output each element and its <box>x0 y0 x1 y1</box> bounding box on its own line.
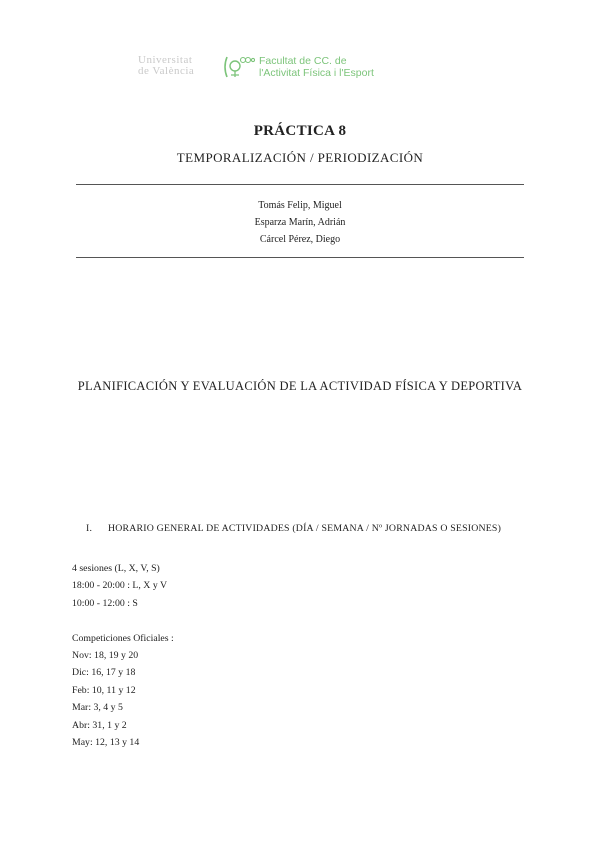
divider-top <box>76 184 524 185</box>
author-name: Cárcel Pérez, Diego <box>259 234 341 245</box>
schedule-body <box>72 560 174 751</box>
divider-bottom <box>76 257 524 258</box>
competition-line: Feb: 10, 11 y 12 <box>72 684 136 696</box>
faculty-logo-icon <box>221 53 255 81</box>
course-name: PLANIFICACIÓN Y EVALUACIÓN DE LA ACTIVIDAD FÍSICA Y DEPORTIVA <box>77 379 523 393</box>
competition-line: Nov: 18, 19 y 20 <box>72 649 139 661</box>
author-name: Esparza Marín, Adrián <box>254 217 346 228</box>
competition-line: Mar: 3, 4 y 5 <box>72 702 123 714</box>
university-logo-line2: de València <box>138 65 195 77</box>
document-title: PRÁCTICA 8 <box>253 123 347 139</box>
author-name: Tomás Felip, Miguel <box>258 200 342 211</box>
faculty-logo-text <box>259 55 374 79</box>
competition-line: Dic: 16, 17 y 18 <box>72 667 136 679</box>
schedule-line: 4 sesiones (L, X, V, S) <box>72 563 160 574</box>
competitions-label: Competiciones Oficiales : <box>72 632 174 644</box>
competition-line: May: 12, 13 y 14 <box>72 736 140 748</box>
faculty-line2: l'Activitat Física i l'Esport <box>259 67 374 79</box>
document-subtitle: TEMPORALIZACIÓN / PERIODIZACIÓN <box>176 150 424 165</box>
section-number: I. <box>86 523 93 534</box>
section-heading-text: HORARIO GENERAL DE ACTIVIDADES (DÍA / SEMANA / Nº JORNADAS O SESIONES) <box>108 523 502 534</box>
section-heading <box>86 523 501 534</box>
competition-line: Abr: 31, 1 y 2 <box>72 719 127 731</box>
spacer <box>72 612 174 629</box>
university-logo-line1: Universitat <box>138 54 193 66</box>
faculty-line1: Facultat de CC. de <box>259 55 347 67</box>
schedule-line: 18:00 - 20:00 : L, X y V <box>72 580 168 592</box>
university-logo <box>138 55 218 79</box>
schedule-line: 10:00 - 12:00 : S <box>72 597 138 609</box>
authors-block <box>0 197 600 248</box>
